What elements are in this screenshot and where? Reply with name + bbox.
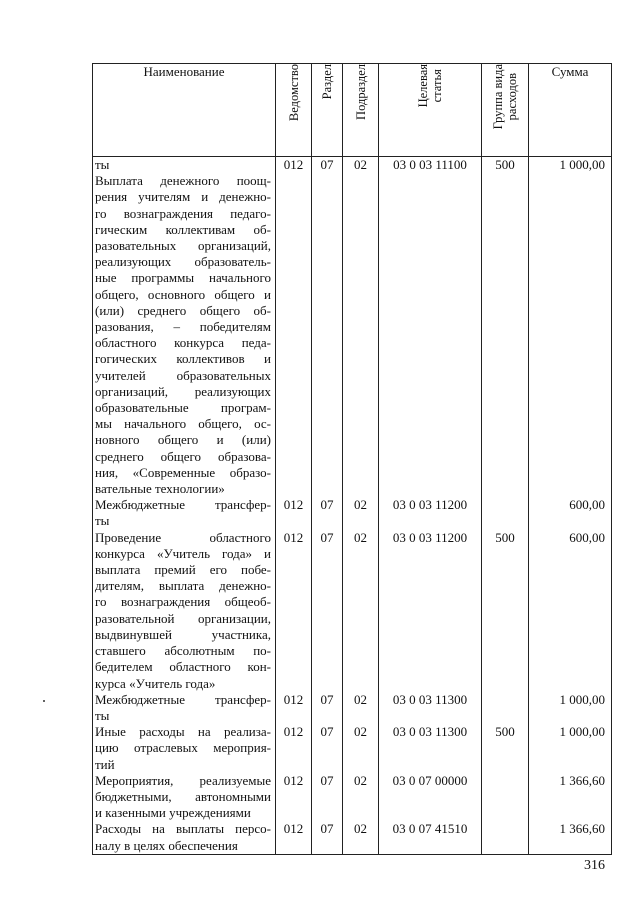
cell-section [312, 724, 343, 773]
cell-section-value: 07 [320, 772, 334, 788]
cell-amount [529, 497, 612, 529]
cell-section-value: 07 [320, 821, 334, 837]
cell-section-value: 07 [320, 724, 334, 740]
name-line: среднего общего образова- [95, 448, 271, 464]
cell-amount-value: 600,00 [569, 497, 605, 513]
cell-expense-group-value: 500 [495, 157, 515, 172]
name-line: мы начального общего, ос- [95, 416, 271, 432]
name-line: цию отраслевых мероприя- [95, 740, 271, 756]
cell-subsection-value: 02 [354, 724, 367, 740]
cell-subsection [343, 692, 379, 724]
name-line: организаций, реализующих [95, 383, 271, 399]
name-line: го вознаграждения общеоб- [95, 594, 271, 610]
name-line: бедителем областного кон- [95, 659, 271, 675]
cell-subsection-value: 02 [354, 529, 367, 545]
cell-expense-group [482, 692, 529, 724]
name-line: разования, – победителям [95, 319, 271, 335]
cell-dept [276, 530, 312, 692]
name-line: образовательные програм- [95, 400, 271, 416]
cell-subsection [343, 821, 379, 854]
name-line: конкурса «Учитель года» и [95, 545, 271, 561]
name-line: бюджетными, автономными [95, 788, 271, 804]
table-row [93, 724, 612, 773]
cell-subsection [343, 530, 379, 692]
name-line: курса «Учитель года» [95, 675, 216, 691]
cell-dept [276, 724, 312, 773]
cell-expense-group [482, 724, 529, 773]
cell-dept [276, 821, 312, 854]
header-name: Наименование [93, 64, 276, 157]
name-line: учителей образовательных [95, 367, 271, 383]
cell-subsection-value: 02 [354, 821, 367, 837]
cell-expense-group [482, 157, 529, 498]
cell-subsection-value: 02 [354, 157, 367, 172]
name-line: Проведение областного [95, 529, 271, 545]
name-line: (или) среднего общего об- [95, 302, 271, 318]
cell-section [312, 497, 343, 529]
name-line: и казенными учреждениями [95, 805, 251, 821]
header-dept: Ведомство [276, 64, 312, 157]
cell-target-value: 03 0 07 00000 [392, 772, 468, 788]
name-line: выдвинувшей участника, [95, 626, 271, 642]
header-expense-group: Группа вида расходов [482, 64, 529, 157]
cell-target-value: 03 0 03 11200 [392, 529, 468, 545]
cell-expense-group-value: 500 [495, 529, 515, 545]
name-line: выплата премий его побе- [95, 562, 271, 578]
cell-target [379, 157, 482, 498]
name-line: Расходы на выплаты персо- [95, 821, 271, 837]
page-number: 316 [584, 858, 605, 873]
cell-subsection [343, 773, 379, 822]
name-line: Межбюджетные трансфер- [95, 691, 271, 707]
cell-section [312, 530, 343, 692]
cell-target-value: 03 0 03 11100 [393, 157, 467, 172]
table-row [93, 530, 612, 692]
cell-target [379, 724, 482, 773]
cell-subsection-value: 02 [354, 497, 367, 513]
name-line: Иные расходы на реализа- [95, 724, 271, 740]
name-line: Выплата денежного поощ- [95, 173, 271, 189]
cell-amount [529, 530, 612, 692]
name-line: ты [95, 707, 110, 723]
cell-amount-value: 600,00 [569, 529, 605, 545]
header-section: Раздел [312, 64, 343, 157]
cell-target-value: 03 0 07 41510 [392, 821, 468, 837]
cell-name [93, 530, 276, 692]
table-row [93, 157, 612, 498]
cell-amount-value: 1 366,60 [559, 772, 605, 788]
cell-section-value: 07 [320, 691, 334, 707]
header-row [93, 64, 612, 157]
cell-subsection [343, 497, 379, 529]
name-line: Мероприятия, реализуемые [95, 772, 271, 788]
cell-target [379, 497, 482, 529]
cell-amount [529, 773, 612, 822]
budget-table [92, 63, 612, 855]
table-row [93, 773, 612, 822]
header-amount: Сумма [529, 64, 612, 157]
cell-amount-value: 1 000,00 [559, 691, 605, 707]
cell-name [93, 724, 276, 773]
name-line: ния, «Современные образо- [95, 464, 271, 480]
cell-name [93, 497, 276, 529]
name-line: разовательных организаций, [95, 238, 271, 254]
cell-dept [276, 773, 312, 822]
cell-target [379, 692, 482, 724]
cell-amount-value: 1 000,00 [559, 724, 605, 740]
cell-target-value: 03 0 03 11300 [392, 724, 468, 740]
cell-name [93, 157, 276, 498]
cell-expense-group [482, 530, 529, 692]
header-target: Целевая статья [379, 64, 482, 157]
header-subsection: Подраздел [343, 64, 379, 157]
cell-dept-value: 012 [283, 497, 304, 513]
table-row [93, 821, 612, 854]
name-line: новного общего и (или) [95, 432, 271, 448]
cell-dept-value: 012 [283, 529, 304, 545]
cell-target-value: 03 0 03 11200 [392, 497, 468, 513]
name-line: разовательной организации, [95, 610, 271, 626]
cell-amount [529, 692, 612, 724]
cell-expense-group [482, 497, 529, 529]
table-row [93, 692, 612, 724]
cell-section [312, 157, 343, 498]
cell-amount [529, 724, 612, 773]
cell-section [312, 821, 343, 854]
name-line: общего, основного общего и [95, 286, 271, 302]
cell-expense-group-value: 500 [495, 724, 515, 740]
cell-amount-value: 1 000,00 [559, 157, 605, 172]
cell-section-value: 07 [320, 529, 334, 545]
cell-target [379, 530, 482, 692]
name-line: тий [95, 756, 115, 772]
cell-expense-group [482, 821, 529, 854]
cell-section-value: 07 [320, 157, 334, 172]
cell-amount-value: 1 366,60 [559, 821, 605, 837]
cell-dept-value: 012 [283, 821, 304, 837]
cell-dept-value: 012 [283, 691, 304, 707]
cell-name [93, 773, 276, 822]
name-line: ставшего абсолютным по- [95, 643, 271, 659]
cell-subsection [343, 157, 379, 498]
scan-speck [43, 700, 45, 702]
name-line: ные программы начального [95, 270, 271, 286]
cell-dept-value: 012 [283, 724, 304, 740]
name-line: ты [95, 157, 110, 172]
cell-name [93, 821, 276, 854]
cell-dept [276, 157, 312, 498]
name-line: дителям, выплата денежно- [95, 578, 271, 594]
name-line: налу в целях обеспечения [95, 837, 238, 853]
cell-target [379, 773, 482, 822]
cell-section-value: 07 [320, 497, 334, 513]
cell-subsection-value: 02 [354, 772, 367, 788]
name-line: рения учителям и денежно- [95, 189, 271, 205]
cell-dept-value: 012 [283, 772, 304, 788]
cell-amount [529, 157, 612, 498]
cell-name [93, 692, 276, 724]
table-row [93, 497, 612, 529]
name-line: го вознаграждения педаго- [95, 205, 271, 221]
cell-section [312, 773, 343, 822]
cell-target [379, 821, 482, 854]
cell-expense-group [482, 773, 529, 822]
cell-target-value: 03 0 03 11300 [392, 691, 468, 707]
cell-subsection [343, 724, 379, 773]
name-line: реализующих образователь- [95, 254, 271, 270]
cell-dept [276, 497, 312, 529]
name-line: областного конкурса педа- [95, 335, 271, 351]
name-line: вательные технологии» [95, 481, 225, 497]
cell-amount [529, 821, 612, 854]
cell-dept-value: 012 [283, 157, 304, 172]
name-line: ты [95, 513, 110, 529]
name-line: гическим коллективам об- [95, 221, 271, 237]
cell-section [312, 692, 343, 724]
cell-subsection-value: 02 [354, 691, 367, 707]
name-line: Межбюджетные трансфер- [95, 497, 271, 513]
name-line: гогических коллективов и [95, 351, 271, 367]
cell-dept [276, 692, 312, 724]
